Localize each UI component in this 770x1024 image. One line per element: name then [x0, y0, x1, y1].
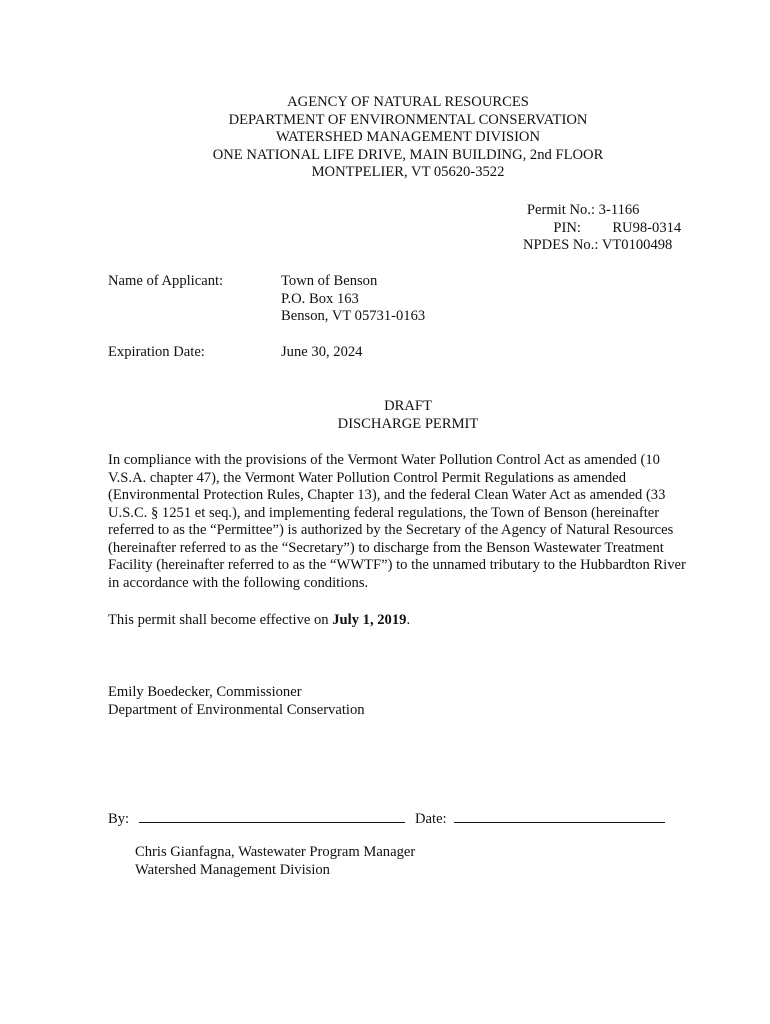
paragraph-line: V.S.A. chapter 47), the Vermont Water Pollution Control Permit Regulations as amended — [108, 469, 627, 486]
permit-identifiers — [523, 202, 683, 255]
effective-prefix: This permit shall become effective on — [108, 612, 333, 628]
permit-number-row — [523, 202, 683, 220]
pin-row — [523, 220, 683, 238]
paragraph-line: in accordance with the following conditions. — [108, 574, 369, 591]
applicant-value — [281, 273, 581, 326]
paragraph-line: U.S.C. § 1251 et seq.), and implementing federal regulations, the Town of Benson (hereinafter — [108, 504, 660, 521]
paragraph-line: (Environmental Protection Rules, Chapter 13), and the federal Clean Water Act as amended (33 — [108, 487, 666, 503]
applicant-name: Town of Benson — [281, 273, 378, 289]
compliance-paragraph — [108, 452, 710, 592]
by-signature — [108, 808, 405, 829]
paragraph-line: (hereinafter referred to as the “Secretary”) to discharge from the Benson Wastewater Treatment — [108, 539, 664, 556]
street-address: ONE NATIONAL LIFE DRIVE, MAIN BUILDING, 2nd FLOOR — [212, 146, 604, 163]
applicant-address-line2: Benson, VT 05731-0163 — [281, 308, 426, 324]
by-signature-line[interactable] — [139, 808, 405, 823]
expiration-date: June 30, 2024 — [281, 344, 363, 360]
commissioner-block — [108, 684, 608, 719]
date-signature — [415, 808, 665, 829]
date-signature-line[interactable] — [454, 808, 665, 823]
manager-name: Chris Gianfagna, Wastewater Program Manager — [135, 844, 416, 860]
effective-suffix: . — [406, 612, 411, 628]
effective-date: July 1, 2019 — [332, 612, 407, 628]
agency-name: AGENCY OF NATURAL RESOURCES — [287, 94, 529, 110]
by-label: By: — [108, 811, 130, 827]
manager-division: Watershed Management Division — [135, 861, 330, 878]
commissioner-department: Department of Environmental Conservation — [108, 701, 365, 718]
effective-date-statement — [108, 612, 708, 630]
paragraph-line: referred to as the “Permittee”) is authorized by the Secretary of the Agency of Natural Resources — [108, 522, 674, 538]
npdes-label: NPDES No.: — [523, 237, 599, 253]
applicant-address-line1: P.O. Box 163 — [281, 290, 359, 307]
npdes-row — [523, 237, 683, 255]
division-name: WATERSHED MANAGEMENT DIVISION — [275, 129, 541, 145]
city-address: MONTPELIER, VT 05620-3522 — [311, 164, 505, 180]
department-name: DEPARTMENT OF ENVIRONMENTAL CONSERVATION — [228, 111, 588, 128]
commissioner-name: Emily Boedecker, Commissioner — [108, 684, 302, 700]
npdes-value: VT0100498 — [601, 237, 673, 253]
draft-label: DRAFT — [384, 398, 432, 414]
discharge-permit-label: DISCHARGE PERMIT — [337, 415, 479, 432]
permit-number-value: 3-1166 — [598, 202, 640, 218]
permit-number-label: Permit No.: — [526, 202, 595, 218]
date-label: Date: — [415, 811, 447, 827]
pin-label: PIN: — [553, 219, 581, 236]
pin-value: RU98-0314 — [612, 219, 682, 236]
paragraph-line: Facility (hereinafter referred to as the “WWTF”) to the unnamed tributary to the Hubbardton River — [108, 557, 686, 573]
expiration-label: Expiration Date: — [108, 344, 205, 360]
permit-title — [0, 398, 770, 433]
manager-block — [135, 844, 635, 879]
agency-header — [0, 94, 770, 182]
paragraph-line: In compliance with the provisions of the Vermont Water Pollution Control Act as amended (10 — [108, 452, 660, 468]
applicant-label: Name of Applicant: — [108, 273, 224, 289]
